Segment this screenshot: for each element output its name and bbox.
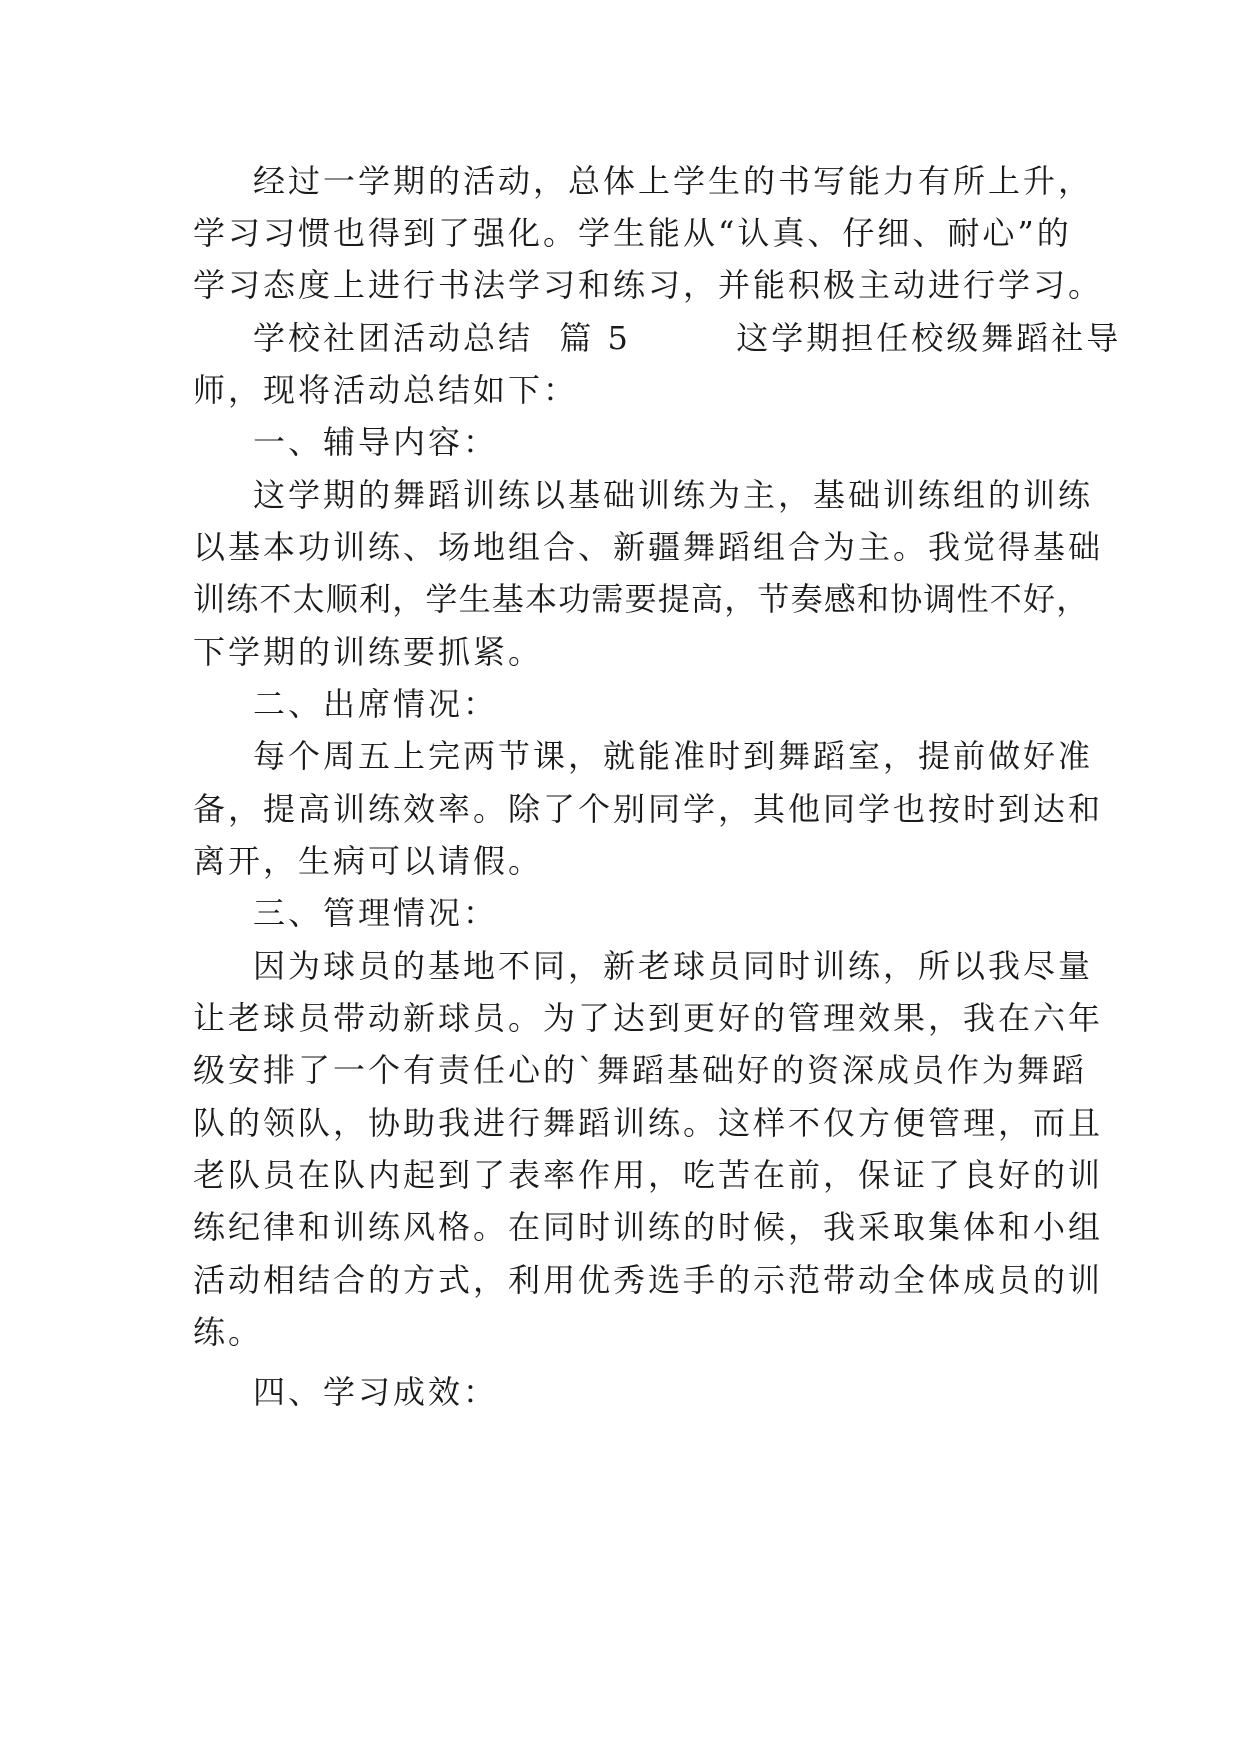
- text-line: 因为球员的基地不同，新老球员同时训练，所以我尽量: [253, 947, 1094, 985]
- text-line: 每个周五上完两节课，就能准时到舞蹈室，提前做好准: [253, 737, 1094, 775]
- text-line: 离开，生病可以请假。: [193, 842, 544, 880]
- section-heading: 二、出席情况：: [253, 685, 499, 723]
- text-line: 队的领队，协助我进行舞蹈训练。这样不仅方便管理，而且: [193, 1104, 1104, 1142]
- text-line: 下学期的训练要抓紧。: [193, 633, 544, 671]
- section-heading: 三、管理情况：: [253, 894, 499, 932]
- text-line: 老队员在队内起到了表率作用，吃苦在前，保证了良好的训: [193, 1156, 1104, 1194]
- text-line: 活动相结合的方式，利用优秀选手的示范带动全体成员的训: [193, 1261, 1104, 1299]
- section-heading: 一、辅导内容：: [253, 423, 499, 461]
- text-line: 级安排了一个有责任心的`舞蹈基础好的资深成员作为舞蹈: [193, 1051, 1088, 1089]
- text-line: 训练不太顺利，学生基本功需要提高，节奏感和协调性不好，: [193, 580, 1090, 618]
- text-line: 学习习惯也得到了强化。学生能从“认真、仔细、耐心”的: [193, 214, 1072, 252]
- text-line: 练。: [193, 1313, 264, 1351]
- text-line: 这学期的舞蹈训练以基础训练为主，基础训练组的训练: [253, 476, 1094, 514]
- text-line: 经过一学期的活动，总体上学生的书写能力有所上升，: [253, 162, 1094, 200]
- text-line: 以基本功训练、场地组合、新疆舞蹈组合为主。我觉得基础: [193, 528, 1104, 566]
- text-line: 师，现将活动总结如下：: [193, 371, 579, 409]
- text-line: 让老球员带动新球员。为了达到更好的管理效果，我在六年: [193, 999, 1104, 1037]
- section-heading: 四、学习成效：: [253, 1373, 499, 1411]
- text-line: 备，提高训练效率。除了个别同学，其他同学也按时到达和: [193, 790, 1104, 828]
- text-line: 练纪律和训练风格。在同时训练的时候，我采取集体和小组: [193, 1208, 1104, 1246]
- text-line: 学习态度上进行书法学习和练习，并能积极主动进行学习。: [193, 266, 1104, 304]
- text-line: 学校社团活动总结 篇 5 这学期担任校级舞蹈社导: [253, 319, 1122, 357]
